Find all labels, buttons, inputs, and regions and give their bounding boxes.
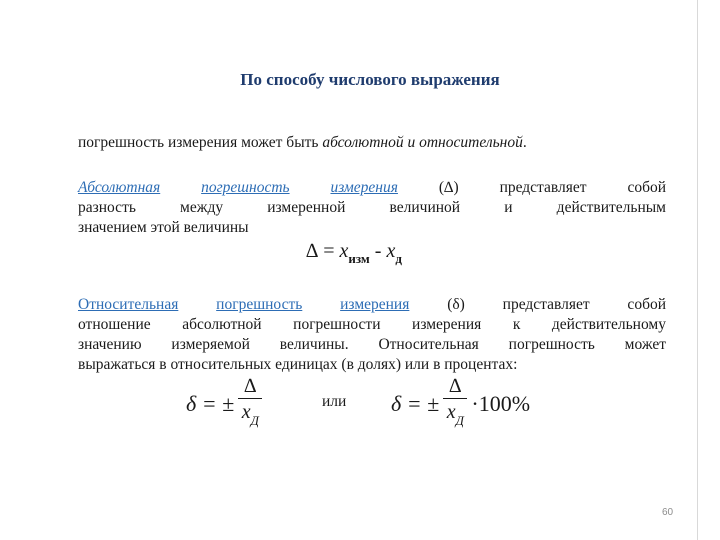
or-label: или <box>322 393 347 410</box>
rel-formula2-lhs: δ = ± <box>391 391 440 416</box>
absolute-term-1[interactable]: Абсолютная <box>78 179 161 196</box>
absolute-line-3: значением этой величины <box>78 219 249 236</box>
relative-term-3[interactable]: измерения <box>340 296 410 313</box>
relative-formula-percent <box>391 374 530 434</box>
formula-x-actual: x <box>386 240 396 262</box>
absolute-symbol: (∆) <box>397 179 459 196</box>
formula-x-measured: x <box>339 240 349 262</box>
intro-text: погрешность измерения может быть <box>78 134 323 151</box>
rel-formula1-denominator <box>242 399 259 434</box>
rel-formula2-numerator: ∆ <box>449 375 462 397</box>
rel-formula2-den-sub: Д <box>455 413 464 428</box>
relative-error-paragraph <box>78 295 666 375</box>
absolute-line-2: разность между измеренной величиной и действительным <box>78 199 666 216</box>
relative-term-1[interactable]: Относительная <box>78 296 179 313</box>
absolute-line-1 <box>78 178 666 198</box>
formula-lhs: ∆ = <box>306 240 340 262</box>
intro-paragraph <box>78 133 666 153</box>
absolute-term-2[interactable]: погрешность <box>201 179 290 196</box>
intro-end: . <box>522 134 527 151</box>
rel-formula2-rhs: ·100% <box>471 391 531 416</box>
relative-line1-rest: (δ) представляет собой <box>409 296 666 313</box>
rel-formula1-lhs: δ = ± <box>186 391 235 416</box>
relative-line-3: значению измеряемой величины. Относительная погрешность может <box>78 336 666 353</box>
rel-formula2-denominator <box>447 399 464 434</box>
slide-title: По способу числового выражения <box>240 70 500 89</box>
absolute-line1-rest: представляет собой <box>458 179 666 196</box>
formula-minus: - <box>369 240 387 262</box>
formula-sub-actual: д <box>395 251 402 266</box>
relative-line-1 <box>78 295 666 315</box>
rel-formula1-den-x: x <box>241 401 251 423</box>
relative-formula-fraction <box>186 374 266 434</box>
relative-term-2[interactable]: погрешность <box>216 296 303 313</box>
relative-line-2: отношение абсолютной погрешности измерения к действительному <box>78 316 666 333</box>
rel-formula1-fraction <box>238 374 262 434</box>
rel-formula2-den-x: x <box>446 401 456 423</box>
rel-formula1-den-sub: Д <box>250 413 259 428</box>
absolute-term-3[interactable]: измерения <box>330 179 398 196</box>
page-number: 60 <box>662 507 674 518</box>
intro-emphasis: абсолютной и относительной <box>322 134 523 151</box>
relative-line-4: выражаться в относительных единицах (в долях) или в процентах: <box>78 356 518 373</box>
absolute-error-formula <box>306 240 402 267</box>
rel-formula2-fraction <box>443 374 467 434</box>
rel-formula1-numerator: ∆ <box>244 375 257 397</box>
absolute-error-paragraph <box>78 178 666 238</box>
formula-sub-measured: изм <box>348 251 370 266</box>
